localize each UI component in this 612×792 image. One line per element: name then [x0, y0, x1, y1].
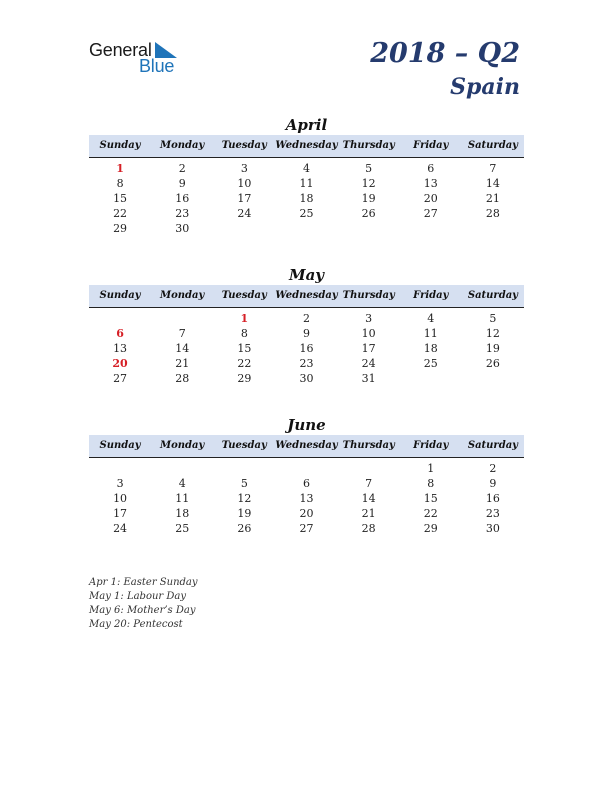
holiday-item: May 6: Mother’s Day [89, 605, 196, 616]
day-cell: 10 [237, 177, 252, 190]
month-name: June [287, 416, 326, 434]
day-cell: 13 [113, 342, 128, 355]
weekday-tuesday: Tuesday [221, 290, 267, 301]
day-cell: 21 [485, 192, 500, 205]
day-cell: 25 [299, 207, 314, 220]
month-calendar-june [89, 415, 524, 536]
weekday-saturday: Saturday [467, 290, 518, 301]
weekday-sunday: Sunday [99, 290, 141, 301]
month-calendar-april [89, 115, 524, 236]
weekday-thursday: Thursday [342, 290, 395, 301]
day-cell: 19 [485, 342, 500, 355]
empty-day-cell [338, 221, 400, 236]
weekday-wednesday: Wednesday [275, 440, 338, 451]
day-cell: 17 [113, 507, 128, 520]
day-cell: 1 [427, 462, 435, 475]
day-cell: 12 [485, 327, 500, 340]
empty-day-cell [213, 221, 275, 236]
day-cell: 18 [175, 507, 190, 520]
week-row [89, 506, 524, 521]
month-name: April [285, 116, 328, 134]
empty-day-cell [89, 461, 151, 476]
holiday-item: Apr 1: Easter Sunday [89, 577, 198, 588]
month-calendar-may [89, 265, 524, 386]
logo-text-blue: Blue [139, 56, 175, 76]
week-row [89, 311, 524, 326]
weekday-header [89, 285, 524, 308]
day-cell: 4 [302, 162, 310, 175]
logo [89, 40, 189, 76]
day-cell: 16 [299, 342, 314, 355]
weekday-wednesday: Wednesday [275, 140, 338, 151]
day-cell: 20 [423, 192, 438, 205]
weekday-header [89, 135, 524, 158]
day-cell: 25 [423, 357, 438, 370]
day-cell: 10 [361, 327, 376, 340]
empty-day-cell [275, 221, 337, 236]
day-cell: 4 [427, 312, 435, 325]
day-cell: 3 [365, 312, 373, 325]
day-cell: 5 [240, 477, 248, 490]
weekday-monday: Monday [160, 290, 205, 301]
week-row [89, 491, 524, 506]
day-cell: 3 [116, 477, 124, 490]
day-cell: 25 [175, 522, 190, 535]
day-cell: 27 [113, 372, 128, 385]
day-cell: 2 [302, 312, 310, 325]
day-cell: 14 [485, 177, 500, 190]
day-cell: 24 [237, 207, 252, 220]
holiday-day-cell: 1 [116, 162, 124, 175]
day-cell: 3 [240, 162, 248, 175]
day-cell: 21 [175, 357, 190, 370]
empty-day-cell [213, 461, 275, 476]
weeks [89, 158, 524, 236]
day-cell: 28 [175, 372, 190, 385]
day-cell: 27 [299, 522, 314, 535]
day-cell: 2 [489, 462, 497, 475]
day-cell: 14 [361, 492, 376, 505]
day-cell: 16 [175, 192, 190, 205]
day-cell: 11 [299, 177, 314, 190]
day-cell: 9 [489, 477, 497, 490]
day-cell: 24 [113, 522, 128, 535]
day-cell: 30 [175, 222, 190, 235]
day-cell: 2 [178, 162, 186, 175]
holiday-day-cell: 6 [116, 327, 124, 340]
day-cell: 14 [175, 342, 190, 355]
day-cell: 6 [302, 477, 310, 490]
weekday-tuesday: Tuesday [221, 440, 267, 451]
day-cell: 28 [485, 207, 500, 220]
day-cell: 28 [361, 522, 376, 535]
week-row [89, 206, 524, 221]
day-cell: 7 [178, 327, 186, 340]
day-cell: 29 [423, 522, 438, 535]
day-cell: 23 [485, 507, 500, 520]
weekday-thursday: Thursday [342, 140, 395, 151]
empty-day-cell [462, 371, 524, 386]
day-cell: 17 [237, 192, 252, 205]
weekday-sunday: Sunday [99, 140, 141, 151]
day-cell: 26 [361, 207, 376, 220]
weekday-wednesday: Wednesday [275, 290, 338, 301]
day-cell: 20 [299, 507, 314, 520]
weekday-monday: Monday [160, 140, 205, 151]
day-cell: 22 [423, 507, 438, 520]
day-cell: 10 [113, 492, 128, 505]
holiday-item: May 1: Labour Day [89, 591, 186, 602]
empty-day-cell [338, 461, 400, 476]
day-cell: 15 [237, 342, 252, 355]
week-row [89, 176, 524, 191]
day-cell: 23 [299, 357, 314, 370]
weekday-header [89, 435, 524, 458]
weekday-tuesday: Tuesday [221, 140, 267, 151]
day-cell: 5 [365, 162, 373, 175]
day-cell: 31 [361, 372, 376, 385]
weeks [89, 458, 524, 536]
day-cell: 12 [361, 177, 376, 190]
day-cell: 8 [427, 477, 435, 490]
weekday-friday: Friday [413, 290, 449, 301]
day-cell: 11 [175, 492, 190, 505]
day-cell: 11 [423, 327, 438, 340]
month-name: May [288, 266, 325, 284]
day-cell: 13 [423, 177, 438, 190]
empty-day-cell [151, 461, 213, 476]
day-cell: 21 [361, 507, 376, 520]
weeks [89, 308, 524, 386]
day-cell: 13 [299, 492, 314, 505]
holiday-day-cell: 20 [112, 357, 128, 370]
day-cell: 4 [178, 477, 186, 490]
day-cell: 6 [427, 162, 435, 175]
day-cell: 30 [299, 372, 314, 385]
weekday-saturday: Saturday [467, 140, 518, 151]
week-row [89, 191, 524, 206]
day-cell: 15 [113, 192, 128, 205]
day-cell: 26 [485, 357, 500, 370]
weekday-sunday: Sunday [99, 440, 141, 451]
week-row [89, 476, 524, 491]
day-cell: 18 [423, 342, 438, 355]
day-cell: 23 [175, 207, 190, 220]
week-row [89, 326, 524, 341]
day-cell: 17 [361, 342, 376, 355]
day-cell: 30 [485, 522, 500, 535]
empty-day-cell [89, 311, 151, 326]
empty-day-cell [275, 461, 337, 476]
day-cell: 7 [489, 162, 497, 175]
day-cell: 7 [365, 477, 373, 490]
day-cell: 26 [237, 522, 252, 535]
week-row [89, 341, 524, 356]
weekday-friday: Friday [413, 140, 449, 151]
logo-text-general: General [89, 40, 152, 60]
week-row [89, 356, 524, 371]
day-cell: 27 [423, 207, 438, 220]
weekday-thursday: Thursday [342, 440, 395, 451]
day-cell: 9 [302, 327, 310, 340]
week-row [89, 461, 524, 476]
day-cell: 5 [489, 312, 497, 325]
holiday-item: May 20: Pentecost [89, 619, 183, 630]
day-cell: 18 [299, 192, 314, 205]
day-cell: 22 [237, 357, 252, 370]
day-cell: 29 [113, 222, 128, 235]
empty-day-cell [462, 221, 524, 236]
day-cell: 29 [237, 372, 252, 385]
holiday-list [89, 576, 198, 632]
period-title: 2018 – Q2 [370, 38, 520, 69]
day-cell: 8 [240, 327, 248, 340]
week-row [89, 521, 524, 536]
day-cell: 9 [178, 177, 186, 190]
day-cell: 12 [237, 492, 252, 505]
day-cell: 19 [237, 507, 252, 520]
empty-day-cell [151, 311, 213, 326]
day-cell: 16 [485, 492, 500, 505]
weekday-monday: Monday [160, 440, 205, 451]
week-row [89, 161, 524, 176]
day-cell: 19 [361, 192, 376, 205]
weekday-friday: Friday [413, 440, 449, 451]
weekday-saturday: Saturday [467, 440, 518, 451]
day-cell: 24 [361, 357, 376, 370]
day-cell: 15 [423, 492, 438, 505]
empty-day-cell [400, 371, 462, 386]
day-cell: 22 [113, 207, 128, 220]
week-row [89, 221, 524, 236]
empty-day-cell [400, 221, 462, 236]
day-cell: 8 [116, 177, 124, 190]
country-title: Spain [450, 74, 520, 100]
holiday-day-cell: 1 [240, 312, 249, 325]
week-row [89, 371, 524, 386]
title-block [370, 36, 520, 102]
